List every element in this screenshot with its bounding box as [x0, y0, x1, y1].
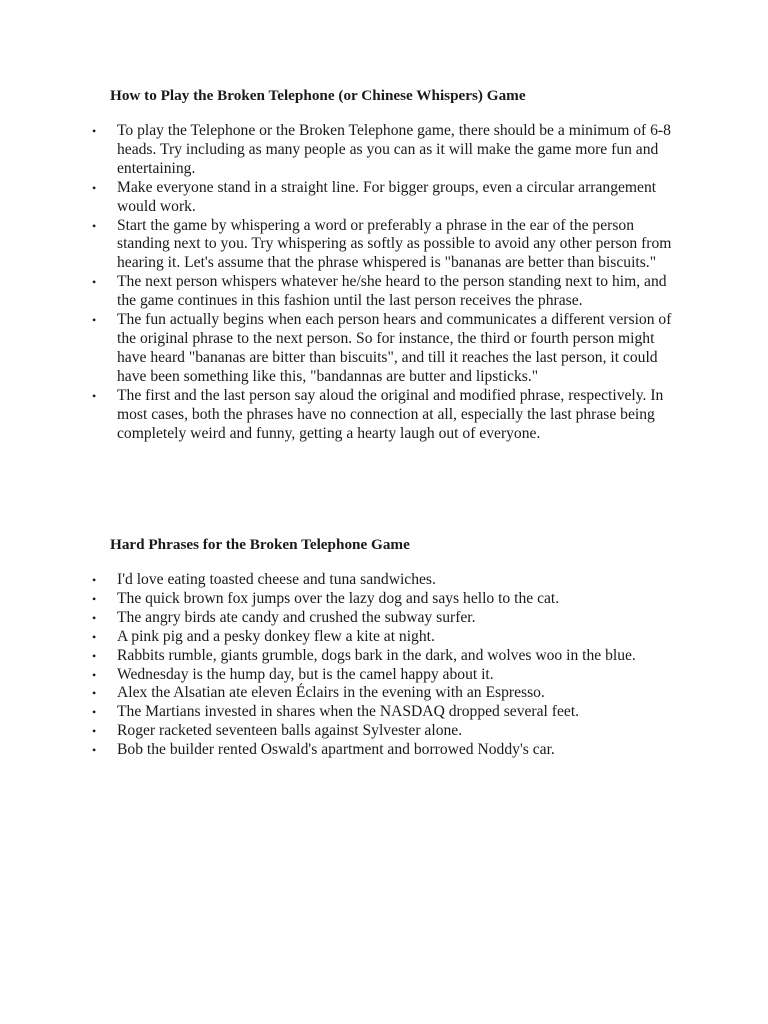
- list-item-text: Make everyone stand in a straight line. For bigger groups, even a circular arrangement would work.: [117, 178, 657, 215]
- bullet-icon: •: [92, 180, 97, 195]
- bullet-icon: •: [92, 648, 97, 663]
- list-item: [0, 741, 680, 760]
- list-item-text: The angry birds ate candy and crushed the subway surfer.: [117, 608, 476, 626]
- list-item: [0, 703, 680, 722]
- list-item: [0, 666, 680, 685]
- list-item-text: To play the Telephone or the Broken Telephone game, there should be a minimum of 6-8 heads. Try including as many people as you can as it will make the game more fun and entertaining.: [117, 122, 671, 177]
- list-item: [0, 311, 680, 387]
- list-item-text: A pink pig and a pesky donkey flew a kite at night.: [117, 627, 435, 645]
- list-item: [0, 628, 680, 647]
- bullet-icon: •: [92, 313, 97, 328]
- list-item: [0, 387, 680, 444]
- list-item: [0, 590, 680, 609]
- list-item: [0, 722, 680, 741]
- list-item: [0, 273, 680, 311]
- list-item-text: Alex the Alsatian ate eleven Éclairs in the evening with an Espresso.: [117, 684, 545, 702]
- bullet-icon: •: [92, 686, 97, 701]
- list-item-text: The quick brown fox jumps over the lazy dog and says hello to the cat.: [117, 589, 560, 607]
- bullet-icon: •: [92, 610, 97, 625]
- list-item-text: Rabbits rumble, giants grumble, dogs bark in the dark, and wolves woo in the blue.: [117, 646, 636, 664]
- bullet-icon: •: [92, 275, 97, 290]
- list-item: [0, 647, 680, 666]
- list-item-text: The fun actually begins when each person hears and communicates a different version of the original phrase to the next person. So for instance, the third or fourth person might have heard "bananas are bitter than biscuits", and till it reaches the last person, it could have been something like this, "bandannas are butter and lipsticks.": [117, 311, 672, 385]
- bullet-icon: •: [92, 388, 97, 403]
- bullet-icon: •: [92, 124, 97, 138]
- list-item-text: The first and the last person say aloud the original and modified phrase, respectively. In most cases, both the phrases have no connection at all, especially the last phrase being completely weird and funny, getting a hearty laugh out of everyone.: [117, 386, 664, 442]
- bullet-icon: •: [92, 591, 97, 606]
- list-item-text: Wednesday is the hump day, but is the camel happy about it.: [117, 665, 494, 683]
- bullet-icon: •: [92, 743, 97, 758]
- list-item-text: The Martians invested in shares when the NASDAQ dropped several feet.: [117, 703, 580, 721]
- list-item: [0, 217, 680, 274]
- list-item-text: I'd love eating toasted cheese and tuna sandwiches.: [117, 571, 436, 588]
- list-item: [0, 179, 680, 217]
- hard-phrases-list: [0, 571, 680, 760]
- list-item: [0, 571, 680, 590]
- how-to-play-list: [0, 122, 680, 443]
- list-item: [0, 609, 680, 628]
- bullet-icon: •: [92, 573, 97, 587]
- list-item-text: Bob the builder rented Oswald's apartment and borrowed Noddy's car.: [117, 741, 555, 759]
- bullet-icon: •: [92, 705, 97, 720]
- section-heading-hard-phrases: Hard Phrases for the Broken Telephone Game: [110, 536, 410, 553]
- list-item: [0, 122, 680, 179]
- bullet-icon: •: [92, 724, 97, 739]
- bullet-icon: •: [92, 667, 97, 682]
- list-item: [0, 684, 680, 703]
- list-item-text: Start the game by whispering a word or preferably a phrase in the ear of the person standing next to you. Try whispering as softly as possible to avoid any other person from hearing it. Let's assume that the phrase whispered is "bananas are better than biscuits.": [117, 216, 672, 272]
- bullet-icon: •: [92, 218, 97, 233]
- bullet-icon: •: [92, 629, 97, 644]
- list-item-text: Roger racketed seventeen balls against Sylvester alone.: [117, 722, 463, 740]
- section-heading-how-to-play: How to Play the Broken Telephone (or Chinese Whispers) Game: [110, 87, 526, 104]
- list-item-text: The next person whispers whatever he/she heard to the person standing next to him, and the game continues in this fashion until the last person receives the phrase.: [117, 273, 667, 310]
